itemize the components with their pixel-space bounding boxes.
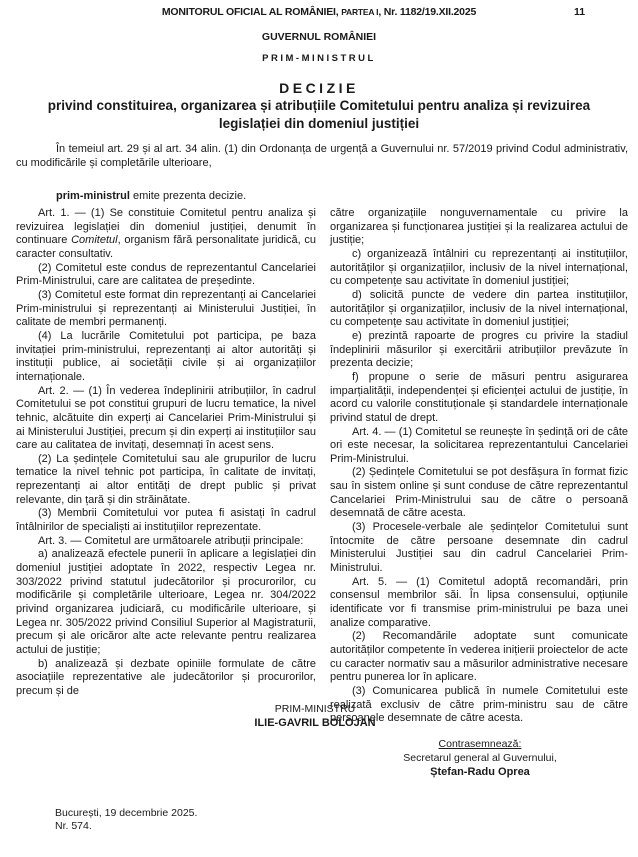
page-number: 11: [574, 6, 586, 18]
art5-par3: (3) Comunicarea publică în numele Comitetului este realizată exclusiv de către prim-ministru sau de către persoanele desemnate de către acesta.: [330, 684, 628, 725]
art3-item-a: a) analizează efectele punerii în aplicare a legislației din domeniul justiției adoptate în 2022, respectiv Legea nr. 303/2022 privind statutul judecătorilor și procurorilor, cu modificările și completările ulterioare, Legea nr. 304/2022 privind organizarea judiciară, cu modificările ulterioare, și Legea nr. 305/2022 privind Consiliul Superior al Magistraturii, precum și ale oricăror alte acte relevante pentru realizarea actului de justiție;: [16, 548, 316, 656]
art4-par3: (3) Procesele-verbale ale ședințelor Comitetului sunt întocmite de către persoane desemnate din cadrul Ministerului Justiției sau din cadrul Cancelariei Prim-Ministrului.: [330, 521, 628, 575]
secretary-name: Ștefan-Radu Oprea: [430, 766, 530, 778]
art5-par2: (2) Recomandările adoptate sunt comunicate autorităților competente în vederea inițierii proiectelor de acte cu caracter normativ sau a măsurilor administrative necesare pentru punerea lor în aplicare.: [330, 630, 628, 684]
enacting-clause: [56, 190, 246, 204]
enacting-text: emite prezenta decizie.: [129, 190, 247, 202]
defined-term: Comitetul: [71, 234, 118, 247]
art3-item-d: d) solicită puncte de vedere din partea instituțiilor, autorităților și organizațiilor, inclusiv de la nivel internațional, cu competențe sau activitate în domeniul justiției;: [330, 288, 628, 329]
running-title-issue: , Nr. 1182/19.XII.2025: [378, 6, 477, 18]
document-type: DECIZIE: [279, 80, 359, 96]
art2-par2: (2) La ședințele Comitetului sau ale grupurilor de lucru tematice la nivel tehnic pot participa, în calitate de invitați, reprezentanți ai altor entități de drept public și privat relevante, din țară și din străinătate.: [16, 452, 316, 506]
art1-par4: (4) La lucrările Comitetului pot participa, pe baza invitației prim-ministrului, reprezentanți ai altor autorități și instituții publice, ai societății civile și ai organizațiilor internaționale.: [16, 329, 316, 383]
art1-par1: [16, 207, 316, 262]
preamble: În temeiul art. 29 și al art. 34 alin. (1) din Ordonanța de urgență a Guvernului nr. 57/2019 privind Codul administrativ, cu modificările și completările ulterioare,: [16, 143, 628, 169]
art3-intro: Art. 3. — Comitetul are următoarele atribuții principale:: [38, 534, 304, 547]
countersign-label: Contrasemnează:: [438, 738, 522, 750]
art4-par1: Art. 4. — (1) Comitetul se reunește în ședință ori de câte ori este necesar, la solicitarea reprezentantului Cancelariei Prim-Ministrului.: [330, 425, 628, 465]
art5-par1: Art. 5. — (1) Comitetul adoptă recomandări, prin consensul membrilor săi. În lipsa consensului, opțiunile identificate vor fi transmise prim-ministrului pe baza unei analize comparative.: [330, 575, 628, 629]
art3-item-f: f) propune o serie de măsuri pentru asigurarea imparțialității, independenței și eficienței actului de justiție, în acord cu valorile constituționale și standardele internaționale privind statul de drept.: [330, 370, 628, 424]
art2-par3: (3) Membrii Comitetului vor putea fi asistați în cadrul întâlnirilor de specialiști ai instituțiilor reprezentate.: [16, 507, 316, 534]
office: PRIM-MINISTRUL: [262, 53, 376, 64]
art3-item-b-end: către organizațiile nonguvernamentale cu privire la organizarea și funcționarea justiției și la realizarea actului de justiție;: [330, 207, 628, 247]
art1-par2: (2) Comitetul este condus de reprezentantul Cancelariei Prim-Ministrului, care are calitatea de președinte.: [16, 261, 316, 288]
art3-item-c: c) organizează întâlniri cu reprezentanți ai instituțiilor, autorităților și organizațiilor, inclusiv de la nivel internațional, cu competențe sau activitate în domeniul justiției;: [330, 247, 628, 288]
left-column: [16, 207, 316, 699]
enacting-subject: prim-ministrul: [56, 190, 130, 202]
art2-par1: Art. 2. — (1) În vederea îndeplinirii atribuțiilor, în cadrul Comitetului se pot constitui grupuri de lucru tematice, la nivel tehnic, alcătuite din experți ai Cancelariei Prim-Ministrului și ai Ministerului Justiției, precum și din experți ai instituțiilor sau care au calitatea de invitați, desemnați în acest sens.: [16, 384, 316, 452]
decision-number: Nr. 574.: [55, 820, 92, 832]
issuer: GUVERNUL ROMÂNIEI: [261, 31, 377, 43]
art3-item-e: e) prezintă rapoarte de progres cu privire la stadiul îndeplinirii măsurilor și exercitării atribuțiilor prevăzute în prezenta decizie;: [330, 329, 628, 370]
running-header: [0, 6, 638, 18]
art1-par1-tail: , organism fără personalitate juridică, cu caracter consultativ.: [16, 234, 316, 260]
place-date-block: [55, 807, 197, 833]
secretary-role: Secretarul general al Guvernului,: [403, 752, 557, 764]
art4-par2: (2) Ședințele Comitetului se pot desfășura în format fizic sau în sistem online și sunt conduse de către reprezentantul Cancelariei Prim-Ministrului sau de către o persoană desemnată de către acesta.: [330, 466, 628, 520]
art3-item-b-start: b) analizează și dezbate opiniile formulate de către asociațiile reprezentative ale judecătorilor și procurorilor, precum și de: [16, 657, 316, 697]
running-title: MONITORUL OFICIAL AL ROMÂNIEI,: [161, 6, 342, 18]
running-title-part: PARTEA I: [341, 7, 379, 17]
art1-par1-text: Art. 1. — (1) Se constituie Comitetul pentru analiza și revizuirea legislației din domeniul justiției, denumit în continuare: [16, 207, 316, 247]
document-title: privind constituirea, organizarea și atribuțiile Comitetului pentru analiza și revizuirea legislației din domeniul justiției: [47, 98, 591, 131]
pm-name: ILIE-GAVRIL BOLOJAN: [254, 717, 376, 729]
pm-role: PRIM-MINISTRU: [274, 703, 356, 715]
art1-par3: (3) Comitetul este format din reprezentanți ai Cancelariei Prim-ministrului și reprezentanți ai Ministerului Justiției, în calitate de membri permanenți.: [16, 288, 316, 329]
right-column: [330, 207, 628, 726]
place-date: București, 19 decembrie 2025.: [55, 807, 198, 819]
